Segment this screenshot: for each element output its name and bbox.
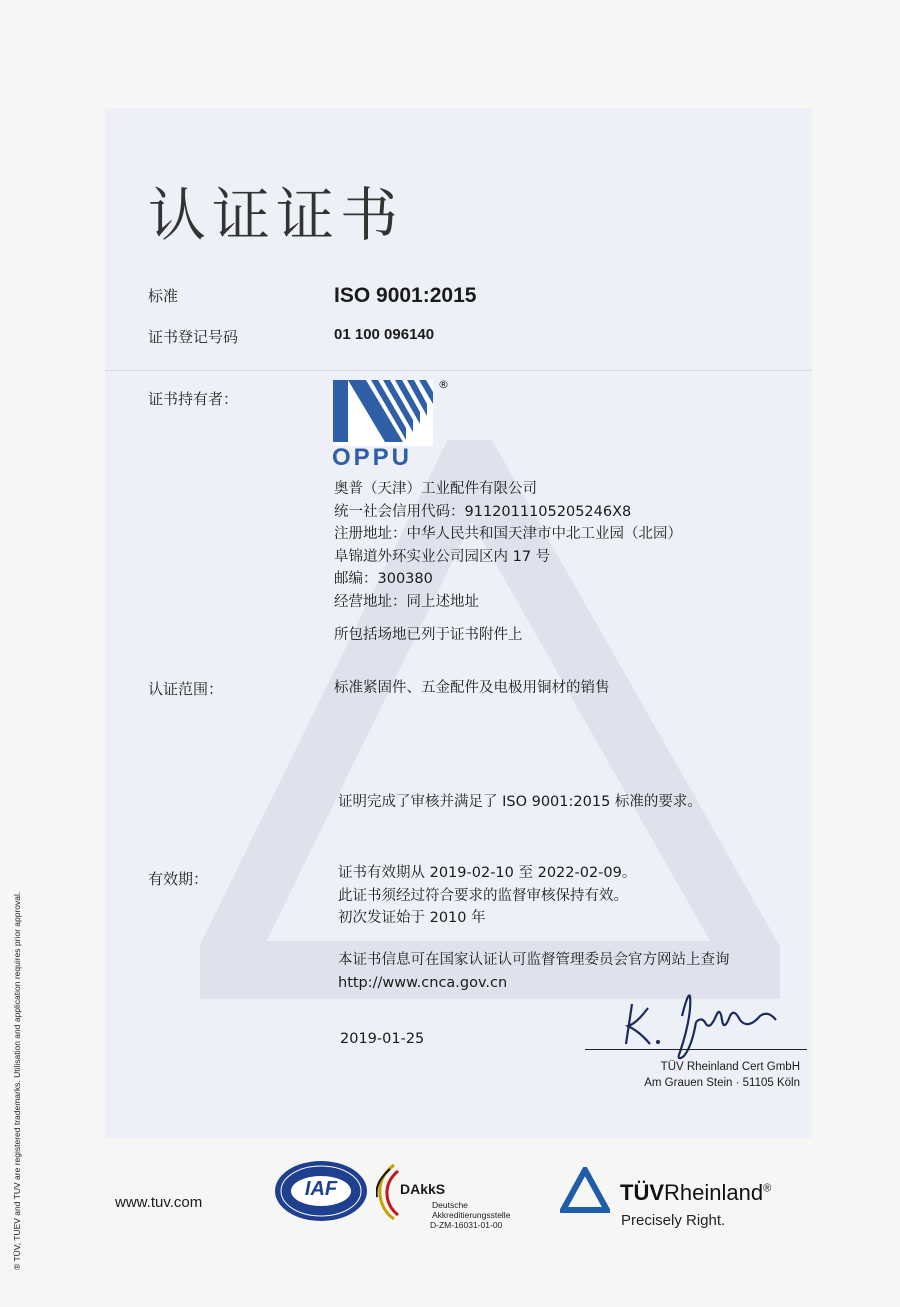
- compliance-statement: 证明完成了审核并满足了 ISO 9001:2015 标准的要求。: [338, 794, 702, 810]
- signature-icon: [610, 986, 790, 1066]
- certificate-title: 认证证书: [148, 181, 405, 249]
- holder-details: [334, 478, 682, 613]
- tuv-triangle-logo-icon: [560, 1167, 610, 1213]
- holder-line: 统一社会信用代码：9112011105205246X8: [334, 503, 632, 520]
- regno-value: 01 100 096140: [334, 326, 435, 343]
- tuv-brand: [620, 1180, 771, 1206]
- query-url: http://www.cnca.gov.cn: [338, 974, 508, 991]
- scope-value: 标准紧固件、五金配件及电极用铜材的销售: [334, 680, 610, 696]
- holder-label: 证书持有者：: [148, 390, 239, 408]
- holder-line: 邮编：300380: [334, 571, 433, 587]
- scope-label: 认证范围：: [148, 680, 224, 698]
- dakks-name: DAkkS: [400, 1181, 446, 1197]
- oppu-logo-text: OPPU: [332, 444, 413, 471]
- holder-line: 阜锦道外环实业公司园区内 17 号: [334, 548, 551, 565]
- tuv-registered-mark: ®: [763, 1182, 772, 1195]
- issuer-block: [644, 1059, 800, 1091]
- standard-value: ISO 9001:2015: [334, 284, 477, 307]
- validity-line: 证书有效期从 2019-02-10 至 2022-02-09。: [338, 865, 637, 881]
- oppu-registered-mark: ®: [438, 378, 449, 391]
- oppu-logo-icon: [333, 380, 433, 446]
- dakks-logo-icon: [376, 1163, 400, 1221]
- tuv-brand-bold: TÜV: [620, 1180, 664, 1205]
- trademark-side-note: ® TÜV, TUEV and TUV are registered trademarks. Utilisation and application requires prior approval.: [12, 891, 22, 1270]
- validity-line: 初次发证始于 2010 年: [338, 910, 486, 926]
- validity-label: 有效期：: [148, 870, 209, 888]
- standard-label: 标准: [148, 287, 179, 305]
- dakks-details: [432, 1200, 510, 1230]
- tuv-brand-rest: Rheinland: [664, 1180, 764, 1205]
- validity-details: [338, 862, 636, 930]
- issuer-name: TÜV Rheinland Cert GmbH: [660, 1061, 800, 1073]
- holder-line: 注册地址：中华人民共和国天津市中北工业园（北园）: [334, 526, 682, 542]
- validity-line: 此证书须经过符合要求的监督审核保持有效。: [338, 887, 628, 904]
- holder-line: 奥普（天津）工业配件有限公司: [334, 481, 537, 497]
- iaf-text: IAF: [304, 1178, 338, 1200]
- issue-date: 2019-01-25: [340, 1031, 425, 1047]
- holder-line: 经营地址：同上述地址: [334, 593, 479, 610]
- dakks-line: Akkreditierungsstelle: [432, 1210, 511, 1220]
- dakks-line: Deutsche: [432, 1200, 468, 1210]
- regno-label: 证书登记号码: [148, 328, 239, 346]
- footer-website: www.tuv.com: [115, 1194, 203, 1211]
- sites-note: 所包括场地已列于证书附件上: [334, 627, 523, 643]
- header-divider: [105, 370, 812, 371]
- dakks-line: D-ZM-16031-01-00: [430, 1220, 503, 1230]
- signature-line: [585, 1049, 807, 1050]
- issuer-address: Am Grauen Stein · 51105 Köln: [644, 1077, 800, 1089]
- query-line: 本证书信息可在国家认证认可监督管理委员会官方网站上查询: [338, 952, 730, 968]
- tuv-slogan: Precisely Right.: [621, 1212, 726, 1229]
